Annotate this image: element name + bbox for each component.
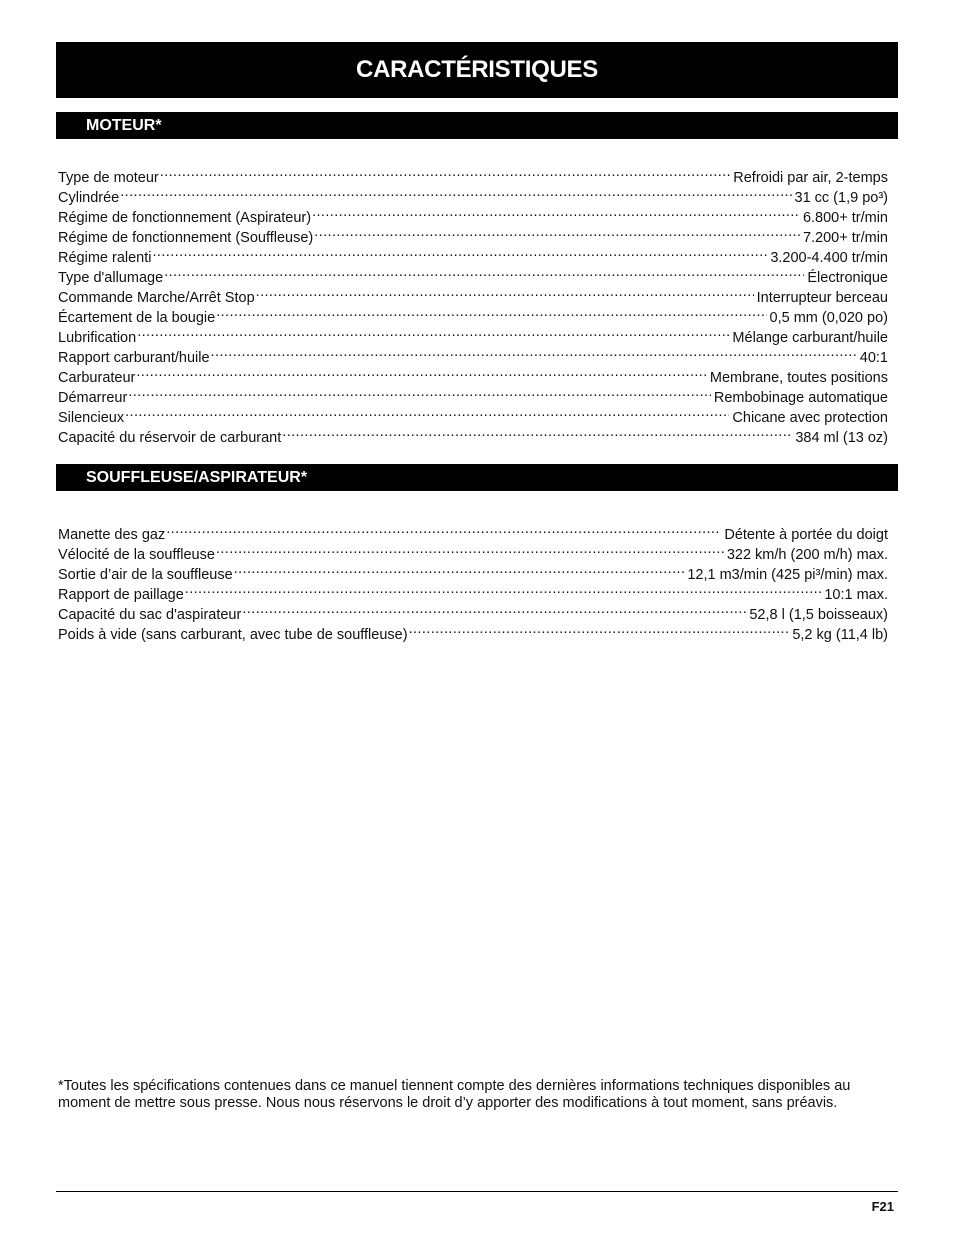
spec-label: Commande Marche/Arrêt Stop xyxy=(58,290,255,306)
spec-label: Manette des gaz xyxy=(58,527,166,543)
spec-row xyxy=(58,242,888,266)
spec-label: Lubrification xyxy=(58,330,137,346)
spec-list-souffleuse xyxy=(58,519,888,643)
spec-label: Rapport carburant/huile xyxy=(58,350,210,366)
spec-value: 40:1 xyxy=(859,350,888,366)
spec-value: Mélange carburant/huile xyxy=(732,330,888,346)
spec-value: Membrane, toutes positions xyxy=(709,370,888,386)
section-heading-moteur: MOTEUR* xyxy=(56,112,898,139)
dot-leader xyxy=(120,182,791,202)
spec-label: Écartement de la bougie xyxy=(58,310,216,326)
spec-label: Capacité du réservoir de carburant xyxy=(58,430,282,446)
dot-leader xyxy=(128,382,711,402)
dot-leader xyxy=(137,322,729,342)
spec-label: Démarreur xyxy=(58,390,128,406)
spec-label: Cylindrée xyxy=(58,190,120,206)
spec-value: Interrupteur berceau xyxy=(756,290,888,306)
dot-leader xyxy=(256,282,754,302)
spec-value: Refroidi par air, 2-temps xyxy=(733,170,888,186)
footnote: *Toutes les spécifications contenues dans ce manuel tiennent compte des dernières informations techniques disponibles au moment de mettre sous presse. Nous nous réservons le droit d’y apporter des modifications à tout moment, sans préavis. xyxy=(58,1078,851,1111)
spec-value: 31 cc (1,9 po³) xyxy=(794,190,888,206)
spec-value: 10:1 max. xyxy=(824,587,888,603)
dot-leader xyxy=(153,242,768,262)
dot-leader xyxy=(185,579,822,599)
spec-row xyxy=(58,282,888,306)
spec-value: Électronique xyxy=(807,270,888,286)
spec-list-moteur xyxy=(58,162,888,446)
spec-value: 6.800+ tr/min xyxy=(802,210,888,226)
dot-leader xyxy=(164,262,804,282)
dot-leader xyxy=(314,222,800,242)
dot-leader xyxy=(160,162,731,182)
spec-row xyxy=(58,519,888,543)
dot-leader xyxy=(211,342,857,362)
dot-leader xyxy=(234,559,685,579)
spec-row xyxy=(58,162,888,186)
spec-row xyxy=(58,322,888,346)
spec-value: 384 ml (13 oz) xyxy=(795,430,888,446)
dot-leader xyxy=(136,362,707,382)
spec-label: Régime de fonctionnement (Souffleuse) xyxy=(58,230,314,246)
spec-label: Régime de fonctionnement (Aspirateur) xyxy=(58,210,312,226)
footer-divider xyxy=(56,1191,898,1192)
spec-row xyxy=(58,422,888,446)
spec-value: 322 km/h (200 m/h) max. xyxy=(726,547,888,563)
spec-label: Rapport de paillage xyxy=(58,587,184,603)
dot-leader xyxy=(282,422,792,442)
dot-leader xyxy=(166,519,721,539)
spec-label: Poids à vide (sans carburant, avec tube de souffleuse) xyxy=(58,627,408,643)
spec-label: Sortie d’air de la souffleuse xyxy=(58,567,233,583)
spec-value: Détente à portée du doigt xyxy=(724,527,888,543)
spec-value: 5,2 kg (11,4 lb) xyxy=(792,627,888,643)
page-number: F21 xyxy=(871,1199,894,1214)
spec-row xyxy=(58,262,888,286)
spec-row xyxy=(58,342,888,366)
spec-label: Capacité du sac d'aspirateur xyxy=(58,607,242,623)
spec-label: Carburateur xyxy=(58,370,136,386)
spec-row xyxy=(58,202,888,226)
spec-row xyxy=(58,362,888,386)
spec-label: Régime ralenti xyxy=(58,250,152,266)
dot-leader xyxy=(312,202,800,222)
dot-leader xyxy=(216,302,766,322)
spec-value: 7.200+ tr/min xyxy=(802,230,888,246)
dot-leader xyxy=(125,402,729,422)
spec-value: 0,5 mm (0,020 po) xyxy=(769,310,888,326)
page-title: CARACTÉRISTIQUES xyxy=(56,42,898,98)
spec-value: 12,1 m3/min (425 pi³/min) max. xyxy=(687,567,888,583)
spec-value: Rembobinage automatique xyxy=(713,390,888,406)
dot-leader xyxy=(216,539,724,559)
spec-label: Type de moteur xyxy=(58,170,159,186)
dot-leader xyxy=(409,619,790,639)
spec-value: Chicane avec protection xyxy=(732,410,888,426)
spec-label: Silencieux xyxy=(58,410,125,426)
section-heading-souffleuse: SOUFFLEUSE/ASPIRATEUR* xyxy=(56,464,898,491)
spec-row xyxy=(58,182,888,206)
dot-leader xyxy=(242,599,746,619)
spec-value: 52,8 l (1,5 boisseaux) xyxy=(749,607,888,623)
spec-label: Vélocité de la souffleuse xyxy=(58,547,215,563)
spec-label: Type d'allumage xyxy=(58,270,164,286)
spec-value: 3.200-4.400 tr/min xyxy=(770,250,888,266)
